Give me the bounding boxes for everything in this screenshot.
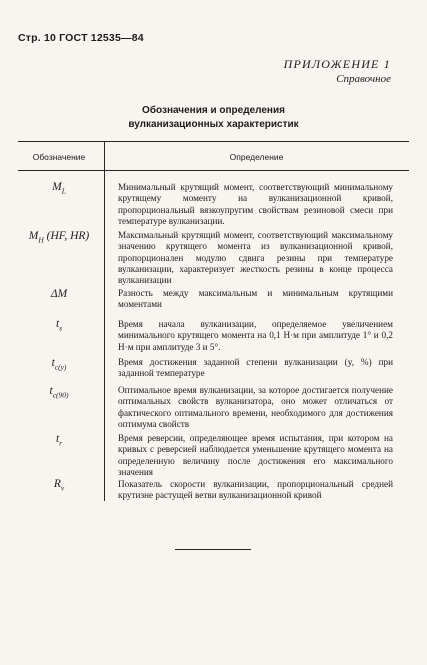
column-header-definition: Определение [229, 152, 284, 162]
document-title [0, 104, 427, 131]
definition-tcy: Время достижения заданной степени вулканизации (y, %) при заданной температуре [118, 357, 393, 379]
symbol-tc90: $t_{c(90)}$ [49, 385, 69, 400]
definition-ts: Время начала вулканизации, определяемое увеличением минимального крутящего момента на 0,1 Н·м при амплитуде 1° и 0,2 Н·м при амплитуде 3 и 5°. [118, 319, 393, 352]
symbol-tcy: $t_{c(y)}$ [51, 357, 67, 372]
definition-delta-m: Разность между максимальным и минимальным крутящими моментами [118, 288, 393, 310]
symbol-mh: $M_H$ (HF, HR) [28, 230, 90, 245]
document-title-line-1: Обозначения и определения [142, 105, 285, 116]
symbol-ml: $M_L$ [52, 181, 66, 196]
appendix-title: ПРИЛОЖЕНИЕ 1 [283, 57, 391, 71]
symbol-ts: $t_s$ [55, 318, 63, 333]
definition-mh: Максимальный крутящий момент, соответствующий максимальному значению крутящего момента из вулканизационной кривой, пропорционален модулю сдвига резины при температуре вулканизации, характеризует жесткость резины в конце процесса вулканизации [118, 230, 393, 286]
definition-ml: Минимальный крутящий момент, соответствующий минимальному крутящему моменту на вулканизационной кривой, пропорциональный вязкоупругим свойствам резиновой смеси при температуре вулканизации. [118, 182, 393, 226]
table-top-rule [18, 141, 409, 142]
page-header: Стр. 10 ГОСТ 12535—84 [18, 32, 144, 44]
appendix-subtitle: Справочное [336, 73, 391, 85]
appendix-block [284, 57, 391, 85]
definition-tc90: Оптимальное время вулканизации, за которое достигается получение оптимальных свойств вулканизатора, оно может отличаться от фактического оптимального времени, необходимого для достижения оптимума свойств [118, 385, 393, 429]
table-column-divider [104, 141, 105, 501]
column-header-symbol: Обозначение [32, 152, 86, 162]
symbol-rv: $R_v$ [53, 478, 65, 493]
symbol-tr: $t_r$ [55, 433, 63, 448]
end-rule [175, 549, 251, 550]
symbol-delta-m: ΔM [50, 288, 68, 300]
table-header-rule [18, 170, 409, 171]
definition-tr: Время реверсии, определяющее время испытания, при котором на кривых с реверсией наблюдается уменьшение крутящего момента на определенную величину после достижения его максимального значения [118, 433, 393, 477]
document-title-line-2: вулканизационных характеристик [128, 118, 299, 130]
definition-rv: Показатель скорости вулканизации, пропорциональный средней крутизне растущей ветви вулканизационной кривой [118, 479, 393, 501]
